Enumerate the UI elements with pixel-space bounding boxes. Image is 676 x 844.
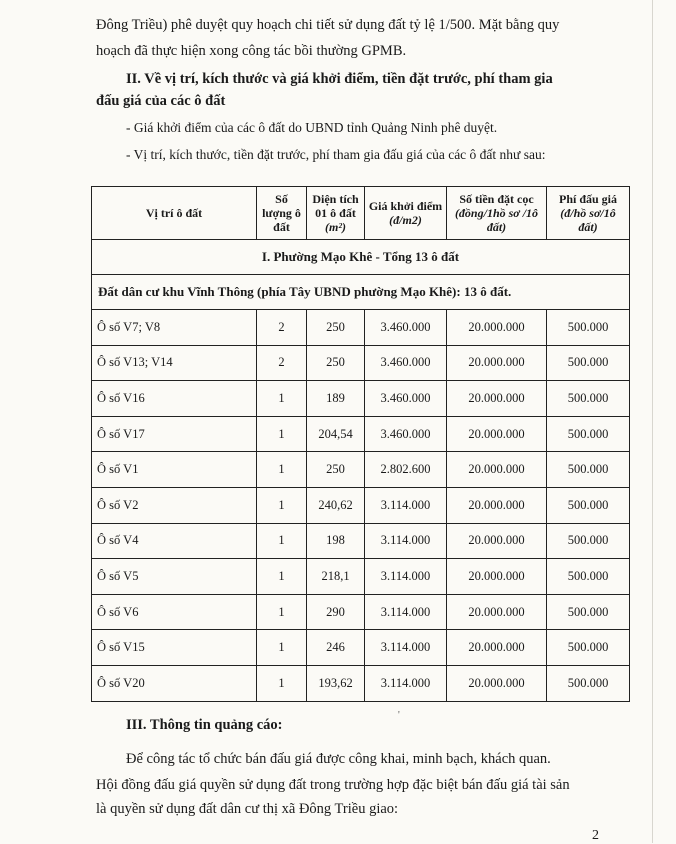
cell-fee: 500.000 [547, 523, 630, 559]
header-price [365, 187, 447, 240]
cell-location: Ô số V17 [92, 416, 257, 452]
cell-deposit: 20.000.000 [447, 523, 547, 559]
cell-area: 198 [307, 523, 365, 559]
header-fee [547, 187, 630, 240]
cell-deposit: 20.000.000 [447, 381, 547, 417]
cell-location: Ô số V4 [92, 523, 257, 559]
cell-area: 189 [307, 381, 365, 417]
cell-deposit: 20.000.000 [447, 665, 547, 701]
area-row [92, 275, 630, 310]
cell-price: 3.460.000 [365, 345, 447, 381]
cell-price: 3.460.000 [365, 310, 447, 346]
cell-location: Ô số V1 [92, 452, 257, 488]
cell-area: 290 [307, 594, 365, 630]
cell-quantity: 1 [257, 559, 307, 595]
header-quantity: Số lượng ô đất [257, 187, 307, 240]
table-row [92, 665, 630, 701]
cell-fee: 500.000 [547, 452, 630, 488]
cell-location: Ô số V2 [92, 487, 257, 523]
cell-location: Ô số V20 [92, 665, 257, 701]
cell-fee: 500.000 [547, 559, 630, 595]
cell-location: Ô số V13; V14 [92, 345, 257, 381]
page-number: 2 [592, 828, 599, 843]
cell-deposit: 20.000.000 [447, 416, 547, 452]
header-price-unit: (đ/m2) [389, 213, 422, 227]
cell-fee: 500.000 [547, 487, 630, 523]
cell-location: Ô số V16 [92, 381, 257, 417]
section3-heading: III. Thông tin quảng cáo: [126, 717, 283, 733]
cell-price: 3.460.000 [365, 416, 447, 452]
cell-deposit: 20.000.000 [447, 594, 547, 630]
cell-deposit: 20.000.000 [447, 559, 547, 595]
section2-heading-line-1: II. Về vị trí, kích thước và giá khởi điểm, tiền đặt trước, phí tham gia [126, 71, 553, 87]
cell-quantity: 1 [257, 665, 307, 701]
cell-price: 3.114.000 [365, 559, 447, 595]
cell-quantity: 1 [257, 487, 307, 523]
cell-quantity: 2 [257, 310, 307, 346]
cell-deposit: 20.000.000 [447, 345, 547, 381]
cell-price: 3.460.000 [365, 381, 447, 417]
table-row [92, 310, 630, 346]
cell-fee: 500.000 [547, 345, 630, 381]
header-price-label: Giá khởi điểm [368, 199, 443, 213]
land-plot-table [91, 186, 630, 702]
cell-quantity: 2 [257, 345, 307, 381]
cell-fee: 500.000 [547, 665, 630, 701]
cell-fee: 500.000 [547, 630, 630, 666]
ward-title: I. Phường Mạo Khê - Tổng 13 ô đất [92, 240, 630, 275]
cell-quantity: 1 [257, 416, 307, 452]
section3-para-line-3: là quyền sử dụng đất dân cư thị xã Đông Triều giao: [96, 801, 399, 817]
cell-location: Ô số V15 [92, 630, 257, 666]
cell-price: 3.114.000 [365, 630, 447, 666]
header-area-label: Diện tích 01 ô đất [312, 192, 359, 220]
table-row [92, 487, 630, 523]
cell-area: 218,1 [307, 559, 365, 595]
cell-area: 250 [307, 452, 365, 488]
table-row [92, 630, 630, 666]
intro-line-1: Đông Triều) phê duyệt quy hoạch chi tiết sử dụng đất tỷ lệ 1/500. Mặt bằng quy [96, 17, 560, 33]
section2-heading-line-2: đấu giá của các ô đất [96, 93, 226, 109]
cell-area: 250 [307, 345, 365, 381]
intro-line-2: hoạch đã thực hiện xong công tác bồi thường GPMB. [96, 43, 407, 59]
cell-quantity: 1 [257, 452, 307, 488]
cell-deposit: 20.000.000 [447, 452, 547, 488]
cell-fee: 500.000 [547, 381, 630, 417]
cell-area: 250 [307, 310, 365, 346]
cell-deposit: 20.000.000 [447, 487, 547, 523]
table-row [92, 559, 630, 595]
cell-location: Ô số V7; V8 [92, 310, 257, 346]
cell-price: 3.114.000 [365, 523, 447, 559]
cell-fee: 500.000 [547, 594, 630, 630]
cell-deposit: 20.000.000 [447, 310, 547, 346]
section3-para-line-1: Để công tác tổ chức bán đấu giá được công khai, minh bạch, khách quan. [126, 751, 551, 767]
area-title: Đất dân cư khu Vĩnh Thông (phía Tây UBND phường Mạo Khê): 13 ô đất. [92, 275, 630, 310]
table-row [92, 345, 630, 381]
cell-fee: 500.000 [547, 310, 630, 346]
table-row [92, 523, 630, 559]
cell-location: Ô số V5 [92, 559, 257, 595]
table-row [92, 452, 630, 488]
header-area-unit: (m²) [325, 220, 346, 234]
table-row [92, 416, 630, 452]
header-deposit-unit: (đồng/1hồ sơ /1ô đất) [454, 206, 539, 234]
cell-quantity: 1 [257, 523, 307, 559]
cell-location: Ô số V6 [92, 594, 257, 630]
section2-bullet-2: - Vị trí, kích thước, tiền đặt trước, phí tham gia đấu giá của các ô đất như sau: [126, 147, 546, 162]
cell-area: 246 [307, 630, 365, 666]
header-location: Vị trí ô đất [92, 187, 257, 240]
table-header-row [92, 187, 630, 240]
header-deposit [447, 187, 547, 240]
cell-area: 240,62 [307, 487, 365, 523]
cell-price: 3.114.000 [365, 594, 447, 630]
header-fee-label: Phí đấu giá [558, 192, 618, 206]
header-deposit-label: Số tiền đặt cọc [459, 192, 534, 206]
section2-bullet-1: - Giá khởi điểm của các ô đất do UBND tỉnh Quảng Ninh phê duyệt. [126, 120, 498, 135]
cell-deposit: 20.000.000 [447, 630, 547, 666]
cell-fee: 500.000 [547, 416, 630, 452]
cell-quantity: 1 [257, 594, 307, 630]
cell-price: 3.114.000 [365, 487, 447, 523]
header-area [307, 187, 365, 240]
table-row [92, 381, 630, 417]
cell-quantity: 1 [257, 630, 307, 666]
table-row [92, 594, 630, 630]
cell-area: 204,54 [307, 416, 365, 452]
cell-area: 193,62 [307, 665, 365, 701]
ward-row [92, 240, 630, 275]
cell-price: 3.114.000 [365, 665, 447, 701]
cell-quantity: 1 [257, 381, 307, 417]
section3-para-line-2: Hội đồng đấu giá quyền sử dụng đất trong trường hợp đặc biệt bán đấu giá tài sản [96, 777, 570, 793]
header-fee-unit: (đ/hồ sơ/1ô đất) [560, 206, 616, 234]
cell-price: 2.802.600 [365, 452, 447, 488]
scan-mark: ' [398, 710, 400, 721]
